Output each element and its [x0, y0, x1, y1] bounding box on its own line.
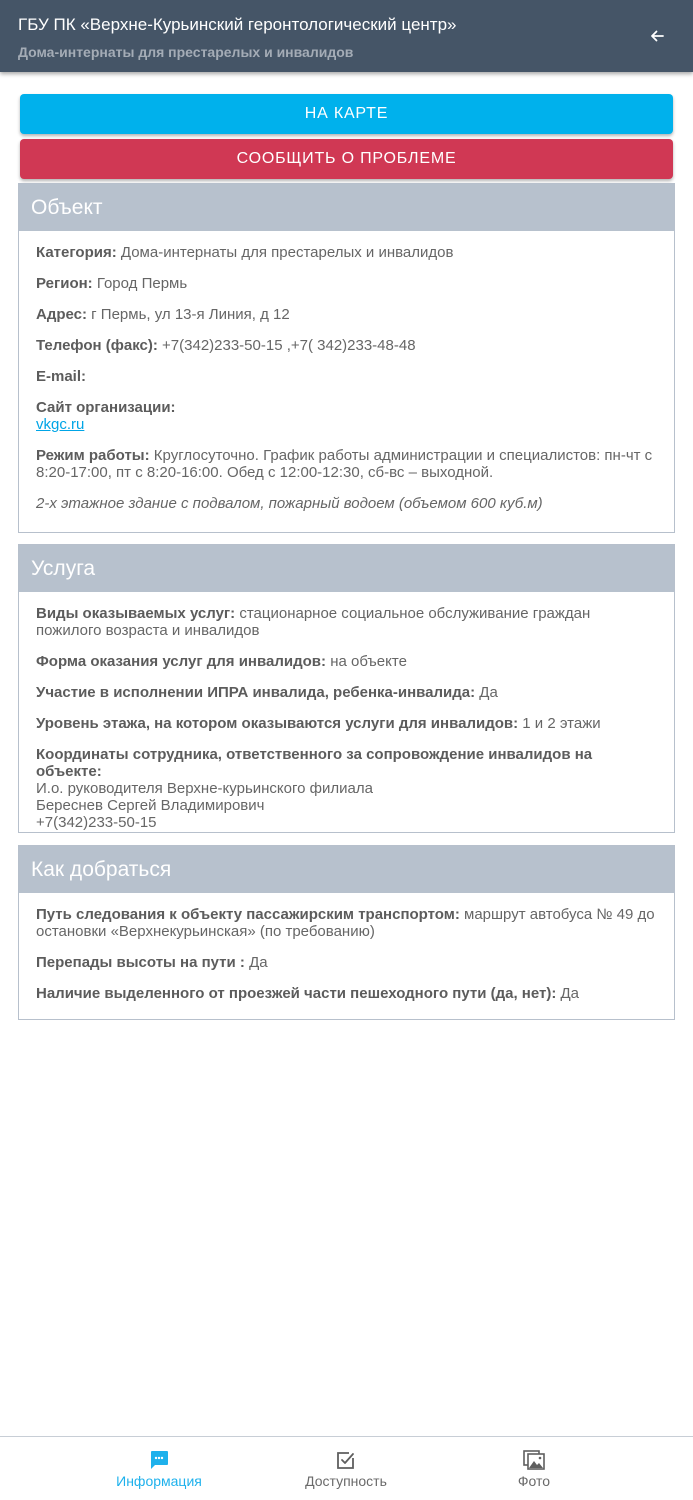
- tab-label: Информация: [116, 1473, 202, 1489]
- arrow-left-icon: [650, 29, 664, 43]
- transport-value: маршрут автобуса № 49 до остановки «Верхнекурьинская» (по требованию): [36, 906, 655, 940]
- ipra-value: Да: [479, 684, 498, 701]
- responsible-contact-label: Координаты сотрудника, ответственного за сопровождение инвалидов на объекте:: [36, 746, 593, 780]
- photo-library-icon: [523, 1450, 545, 1470]
- region-row: [36, 275, 657, 292]
- object-panel: [18, 183, 675, 533]
- phone-row: [36, 337, 657, 354]
- page-subtitle: Дома-интернаты для престарелых и инвалидов: [18, 44, 354, 60]
- category-value: Дома-интернаты для престарелых и инвалидов: [120, 244, 454, 261]
- ipra-row: [36, 684, 657, 701]
- website-label: Сайт организации:: [36, 399, 176, 416]
- report-problem-button[interactable]: СООБЩИТЬ О ПРОБЛЕМЕ: [20, 139, 673, 179]
- service-types-value: стационарное социальное обслуживание граждан пожилого возраста и инвалидов: [36, 605, 591, 639]
- ipra-label: Участие в исполнении ИПРА инвалида, ребенка-инвалида:: [36, 684, 476, 701]
- address-value: г Пермь, ул 13-я Линия, д 12: [91, 306, 290, 323]
- floor-level-value: 1 и 2 этажи: [522, 715, 601, 732]
- service-panel: [18, 544, 675, 833]
- checkbox-icon: [336, 1450, 356, 1470]
- tab-photo[interactable]: [454, 1437, 614, 1500]
- address-row: [36, 306, 657, 323]
- service-form-label: Форма оказания услуг для инвалидов:: [36, 653, 327, 670]
- floor-level-label: Уровень этажа, на котором оказываются услуги для инвалидов:: [36, 715, 519, 732]
- app-bar: [0, 0, 693, 72]
- working-hours-value: Круглосуточно. График работы администрации и специалистов: пн-чт с 8:20-17:00, пт с 8:20-16:00. Обед с 12:00-12:30, сб-вс – выходной.: [36, 447, 653, 481]
- tab-label: Доступность: [305, 1473, 387, 1489]
- sidewalk-value: Да: [560, 985, 580, 1002]
- responsible-name: Береснев Сергей Владимирович: [36, 797, 265, 814]
- height-difference-label: Перепады высоты на пути :: [36, 954, 245, 971]
- bottom-navigation: [0, 1436, 693, 1500]
- tab-information[interactable]: [79, 1437, 239, 1500]
- category-row: [36, 244, 657, 261]
- tab-accessibility[interactable]: [266, 1437, 426, 1500]
- sidewalk-label: Наличие выделенного от проезжей части пешеходного пути (да, нет):: [36, 985, 557, 1002]
- service-types-row: [36, 605, 657, 639]
- region-value: Город Пермь: [96, 275, 188, 292]
- website-link[interactable]: vkgc.ru: [36, 416, 85, 433]
- category-label: Категория:: [36, 244, 117, 261]
- responsible-position: И.о. руководителя Верхне-курьинского филиала: [36, 780, 373, 797]
- building-note: 2-х этажное здание с подвалом, пожарный водоем (объемом 600 куб.м): [36, 495, 543, 512]
- height-difference-value: Да: [249, 954, 268, 971]
- page-title: ГБУ ПК «Верхне-Курьинский геронтологический центр»: [18, 15, 457, 34]
- transport-label: Путь следования к объекту пассажирским транспортом:: [36, 906, 460, 923]
- email-label: E-mail:: [36, 368, 87, 385]
- show-on-map-button[interactable]: НА КАРТЕ: [20, 94, 673, 134]
- responsible-phone: +7(342)233-50-15: [36, 814, 157, 831]
- floor-level-row: [36, 715, 657, 732]
- region-label: Регион:: [36, 275, 93, 292]
- address-label: Адрес:: [36, 306, 87, 323]
- service-form-row: [36, 653, 657, 670]
- website-row: [36, 399, 657, 433]
- phone-value: +7(342)233-50-15 ,+7( 342)233-48-48: [162, 337, 416, 354]
- email-row: [36, 368, 657, 385]
- sidewalk-row: [36, 985, 657, 1002]
- back-button[interactable]: [640, 24, 674, 48]
- transport-row: [36, 906, 657, 940]
- tab-label: Фото: [517, 1473, 551, 1489]
- phone-label: Телефон (факс):: [36, 337, 158, 354]
- panel-title: Объект: [19, 184, 674, 231]
- route-panel: [18, 845, 675, 1020]
- chat-bubble-icon: [149, 1450, 169, 1470]
- working-hours-row: [36, 447, 657, 481]
- service-form-value: на объекте: [330, 653, 407, 670]
- panel-title: Услуга: [19, 545, 674, 592]
- panel-title: Как добраться: [19, 846, 674, 893]
- responsible-contact-row: [36, 746, 657, 831]
- service-types-label: Виды оказываемых услуг:: [36, 605, 236, 622]
- working-hours-label: Режим работы:: [36, 447, 150, 464]
- height-difference-row: [36, 954, 657, 971]
